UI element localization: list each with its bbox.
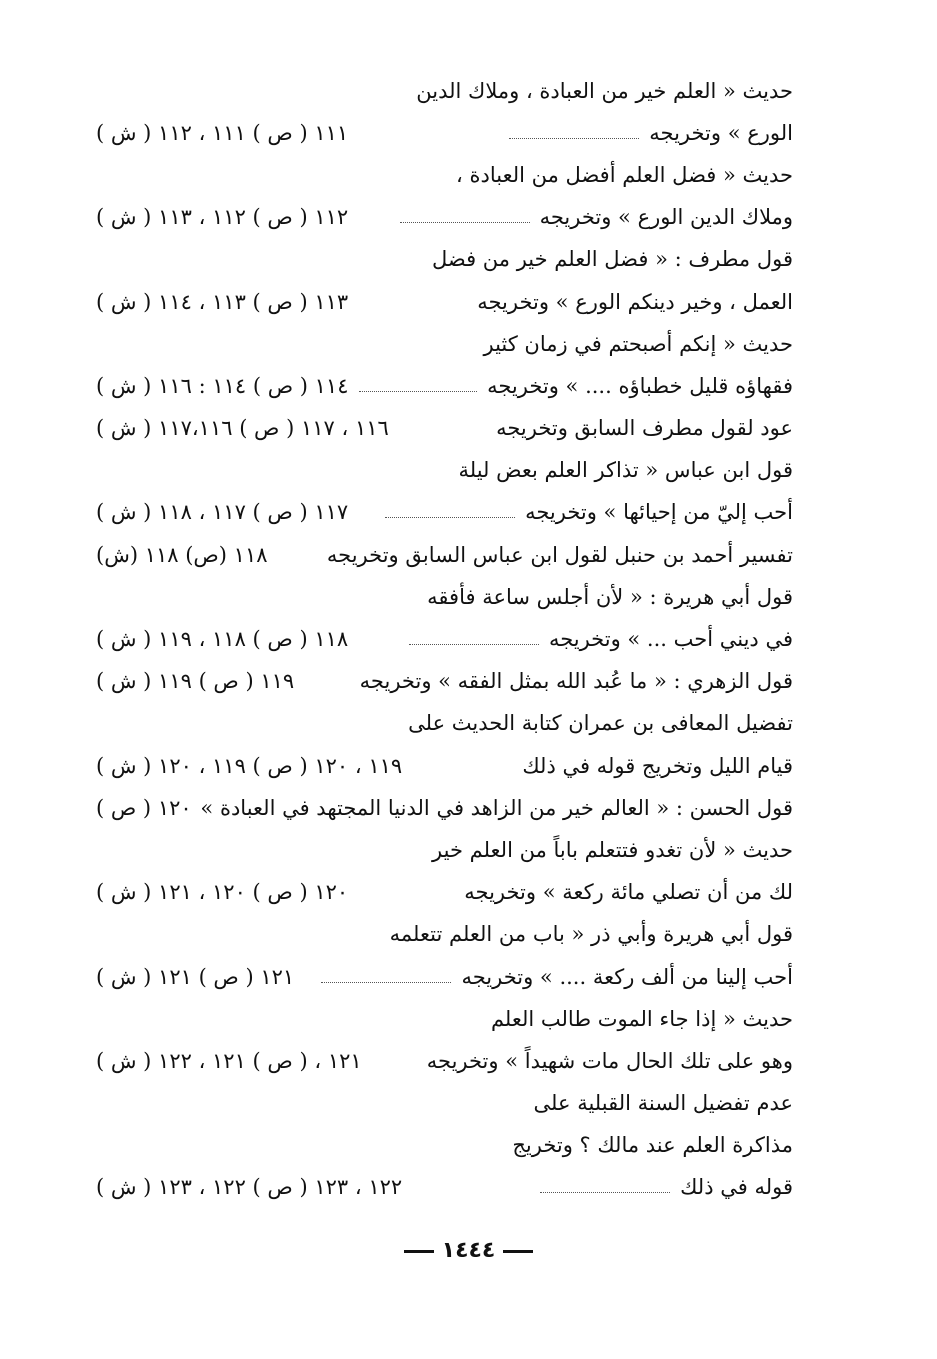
footer-dash-right	[503, 1250, 533, 1253]
entry-text: حديث « فضل العلم أفضل من العبادة ،	[456, 162, 793, 187]
index-line	[96, 872, 793, 914]
index-line	[96, 829, 793, 871]
entry-text: قوله في ذلك	[680, 1175, 793, 1200]
entry-text: فقهاؤه قليل خطباؤه .... » وتخريجه	[487, 373, 793, 398]
index-line	[96, 998, 793, 1040]
index-line	[96, 112, 793, 154]
entry-text: قول الحسن : « العالم خير من الزاهد في الدنيا المجتهد في العبادة »	[200, 795, 793, 820]
entry-text: في ديني أحب ... » وتخريجه	[548, 627, 793, 652]
dot-leader	[385, 517, 515, 518]
dot-leader	[540, 1192, 670, 1193]
index-line	[96, 956, 793, 998]
page-reference: ١١٧ ( ص ) ١١٧ ، ١١٨ ( ش )	[96, 500, 349, 525]
index-entries	[96, 70, 793, 1209]
page-reference: ١٢٠ ( ص )	[96, 795, 192, 820]
entry-text: قول أبي هريرة وأبي ذر « باب من العلم تتعلمه	[389, 922, 793, 947]
page-reference: ١١٩ ، ١٢٠ ( ص ) ١١٩ ، ١٢٠ ( ش )	[96, 753, 403, 778]
page-reference: ١٢٢ ، ١٢٣ ( ص ) ١٢٢ ، ١٢٣ ( ش )	[96, 1175, 403, 1200]
index-line	[96, 365, 793, 407]
entry-text: قول ابن عباس « تذاكر العلم بعض ليلة	[458, 458, 793, 483]
index-line	[96, 492, 793, 534]
dot-leader	[400, 222, 530, 223]
entry-text: مذاكرة العلم عند مالك ؟ وتخريج	[512, 1133, 793, 1158]
index-line	[96, 450, 793, 492]
index-line	[96, 1167, 793, 1209]
index-line	[96, 661, 793, 703]
page-reference: ١١٣ ( ص ) ١١٣ ، ١١٤ ( ش )	[96, 289, 349, 314]
entry-text: أحب إليّ من إحيائها » وتخريجه	[525, 500, 793, 525]
entry-text: لك من أن تصلي مائة ركعة » وتخريجه	[464, 880, 793, 905]
page-reference: ١١٤ ( ص ) ١١٤ : ١١٦ ( ش )	[96, 373, 349, 398]
index-line	[96, 576, 793, 618]
page-reference: ١١١ ( ص ) ١١١ ، ١١٢ ( ش )	[96, 120, 349, 145]
index-line	[96, 197, 793, 239]
page-reference: ١١٩ ( ص ) ١١٩ ( ش )	[96, 669, 295, 694]
entry-text: قيام الليل وتخريج قوله في ذلك	[522, 753, 793, 778]
page-reference: ١٢١ ، ( ص ) ١٢١ ، ١٢٢ ( ش )	[96, 1048, 362, 1073]
index-line	[96, 534, 793, 576]
index-line	[96, 618, 793, 660]
index-line	[96, 703, 793, 745]
index-line	[96, 745, 793, 787]
entry-text: الورع » وتخريجه	[649, 120, 793, 145]
page-reference: ١١٨ ( ص ) ١١٨ ، ١١٩ ( ش )	[96, 627, 349, 652]
entry-text: وهو على تلك الحال مات شهيداً » وتخريجه	[426, 1048, 793, 1073]
page-reference: ١١٨ (ص) ١١٨ (ش)	[96, 542, 268, 567]
page-reference: ١٢١ ( ص ) ١٢١ ( ش )	[96, 964, 295, 989]
index-line	[96, 281, 793, 323]
dot-leader	[409, 644, 539, 645]
entry-text: تفسير أحمد بن حنبل لقول ابن عباس السابق وتخريجه	[326, 542, 793, 567]
entry-text: تفضيل المعافى بن عمران كتابة الحديث على	[408, 711, 793, 736]
entry-text: وملاك الدين الورع » وتخريجه	[539, 205, 793, 230]
page-footer	[0, 1238, 937, 1263]
entry-text: قول أبي هريرة : « لأن أجلس ساعة فأفقه	[427, 584, 793, 609]
footer-dash-left	[404, 1250, 434, 1253]
entry-text: قول مطرف : « فضل العلم خير من فضل	[431, 247, 793, 272]
index-line	[96, 1083, 793, 1125]
page-number: ١٤٤٤	[441, 1238, 496, 1263]
entry-text: عدم تفضيل السنة القبلية على	[533, 1091, 793, 1116]
page-reference: ١٢٠ ( ص ) ١٢٠ ، ١٢١ ( ش )	[96, 880, 349, 905]
index-line	[96, 408, 793, 450]
entry-text: أحب إلينا من ألف ركعة .... » وتخريجه	[461, 964, 793, 989]
index-line	[96, 1040, 793, 1082]
index-line	[96, 323, 793, 365]
index-line	[96, 239, 793, 281]
entry-text: العمل ، وخير دينكم الورع » وتخريجه	[477, 289, 793, 314]
index-line	[96, 787, 793, 829]
entry-text: عود لقول مطرف السابق وتخريجه	[496, 416, 793, 441]
entry-text: حديث « لأن تغدو فتتعلم باباً من العلم خير	[432, 837, 793, 862]
entry-text: قول الزهري : « ما عُبد الله بمثل الفقه » وتخريجه	[359, 669, 793, 694]
dot-leader	[359, 391, 478, 392]
dot-leader	[509, 138, 639, 139]
entry-text: حديث « إذا جاء الموت طالب العلم	[490, 1006, 793, 1031]
index-line	[96, 154, 793, 196]
index-line	[96, 70, 793, 112]
page-reference: ١١٢ ( ص ) ١١٢ ، ١١٣ ( ش )	[96, 205, 349, 230]
dot-leader	[321, 982, 451, 983]
entry-text: حديث « إنكم أصبحتم في زمان كثير	[483, 331, 793, 356]
index-line	[96, 914, 793, 956]
page-reference: ١١٦ ، ١١٧ ( ص ) ١١٧،١١٦ ( ش )	[96, 416, 389, 441]
index-line	[96, 1125, 793, 1167]
entry-text: حديث « العلم خير من العبادة ، وملاك الدين	[416, 78, 793, 103]
